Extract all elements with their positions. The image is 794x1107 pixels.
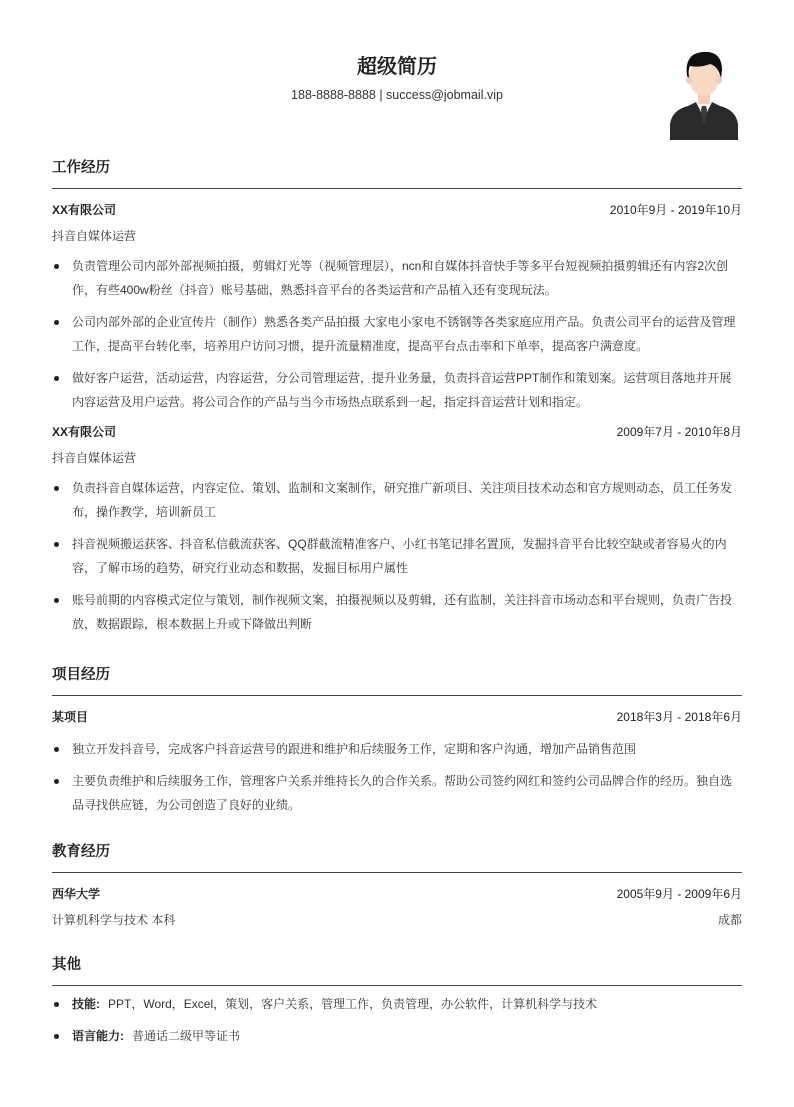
bullet-icon — [54, 1002, 59, 1007]
list-item: 抖音视频搬运获客、抖音私信截流获客、QQ群截流精准客户、小红书笔记排名置顶，发掘抖音平台比较空缺或者容易火的内容，了解市场的趋势，研究行业动态和数据，发掘目标用户属性 — [52, 532, 742, 580]
list-item: 独立开发抖音号，完成客户抖音运营号的跟进和维护和后续服务工作，定期和客户沟通，增加产品销售范围 — [52, 737, 742, 761]
skills-value: PPT，Word，Excel，策划，客户关系，管理工作，负责管理，办公软件，计算机科学与技术 — [108, 997, 598, 1011]
bullet-icon — [54, 598, 59, 603]
list-item: 负责抖音自媒体运营，内容定位、策划、监制和文案制作，研究推广新项目、关注项目技术动态和官方规则动态，员工任务发布，操作教学，培训新员工 — [52, 476, 742, 524]
bullet-icon — [54, 1034, 59, 1039]
bullet-icon — [54, 779, 59, 784]
bullet-icon — [54, 747, 59, 752]
bullet-icon — [54, 376, 59, 381]
avatar — [668, 44, 740, 140]
project-name: 某项目 — [52, 710, 89, 724]
bullet-icon — [54, 320, 59, 325]
resume-header — [0, 0, 794, 150]
list-item: 做好客户运营，活动运营，内容运营，分公司管理运营，提升业务量，负责抖音运营PPT制作和策划案。运营项目落地并开展内容运营及用户运营。将公司合作的产品与当今市场热点联系到一起，指定抖音运营计划和指定。 — [52, 366, 742, 414]
work-entry — [52, 200, 742, 414]
skills-label: 技能: — [72, 997, 100, 1011]
education-section — [52, 841, 742, 930]
list-item — [52, 1024, 742, 1048]
date-range: 2009年7月 - 2010年8月 — [616, 425, 742, 439]
bullet-icon — [54, 486, 59, 491]
section-title: 项目经历 — [52, 667, 110, 683]
bullet-icon — [54, 264, 59, 269]
responsibility-list — [52, 254, 742, 414]
work-experience-section — [52, 157, 742, 636]
list-item: 账号前期的内容模式定位与策划，制作视频文案，拍摄视频以及剪辑，还有监制，关注抖音市场动态和平台规则，负责广告投放，数据跟踪，根本数据上升或下降做出判断 — [52, 588, 742, 636]
company-name: XX有限公司 — [52, 425, 117, 439]
company-name: XX有限公司 — [52, 203, 117, 217]
list-item: 负责管理公司内部外部视频拍摄，剪辑灯光等（视频管理层），ncn和自媒体抖音快手等多平台短视频拍摄剪辑还有内容2次创作，有些400w粉丝（抖音）账号基础，熟悉抖音平台的各类运营和产品植入还有变现玩法。 — [52, 254, 742, 302]
other-list — [52, 992, 742, 1048]
section-title: 其他 — [52, 957, 81, 973]
date-range: 2005年9月 - 2009年6月 — [616, 887, 742, 901]
school-name: 西华大学 — [52, 887, 101, 901]
job-title: 抖音自媒体运营 — [52, 229, 137, 243]
language-value: 普通话二级甲等证书 — [132, 1029, 241, 1043]
project-detail-list — [52, 737, 742, 817]
job-title: 抖音自媒体运营 — [52, 451, 137, 465]
list-item: 公司内部外部的企业宣传片（制作）熟悉各类产品拍摄 大家电小家电不锈钢等各类家庭应用产品。负责公司平台的运营及管理工作，提高平台转化率，培养用户访问习惯，提升流量精准度，提高平台点击率和下单率，提高客户满意度。 — [52, 310, 742, 358]
section-title: 工作经历 — [52, 160, 110, 176]
project-entry — [52, 707, 742, 817]
list-item — [52, 992, 742, 1016]
other-section — [52, 954, 742, 1048]
major-degree: 计算机科学与技术 本科 — [52, 913, 176, 927]
project-experience-section — [52, 664, 742, 817]
language-label: 语言能力: — [72, 1029, 124, 1043]
list-item: 主要负责维护和后续服务工作，管理客户关系并维持长久的合作关系。帮助公司签约网红和签约公司品牌合作的经历。独自选品寻找供应链，为公司创造了良好的业绩。 — [52, 769, 742, 817]
education-entry — [52, 884, 742, 930]
contact-info: 188-8888-8888 | success@jobmail.vip — [291, 88, 503, 102]
bullet-icon — [54, 542, 59, 547]
work-entry — [52, 422, 742, 636]
date-range: 2018年3月 - 2018年6月 — [616, 710, 742, 724]
candidate-name: 超级简历 — [357, 56, 437, 78]
responsibility-list — [52, 476, 742, 636]
date-range: 2010年9月 - 2019年10月 — [609, 203, 742, 217]
section-title: 教育经历 — [52, 844, 110, 860]
school-location: 成都 — [717, 913, 742, 927]
